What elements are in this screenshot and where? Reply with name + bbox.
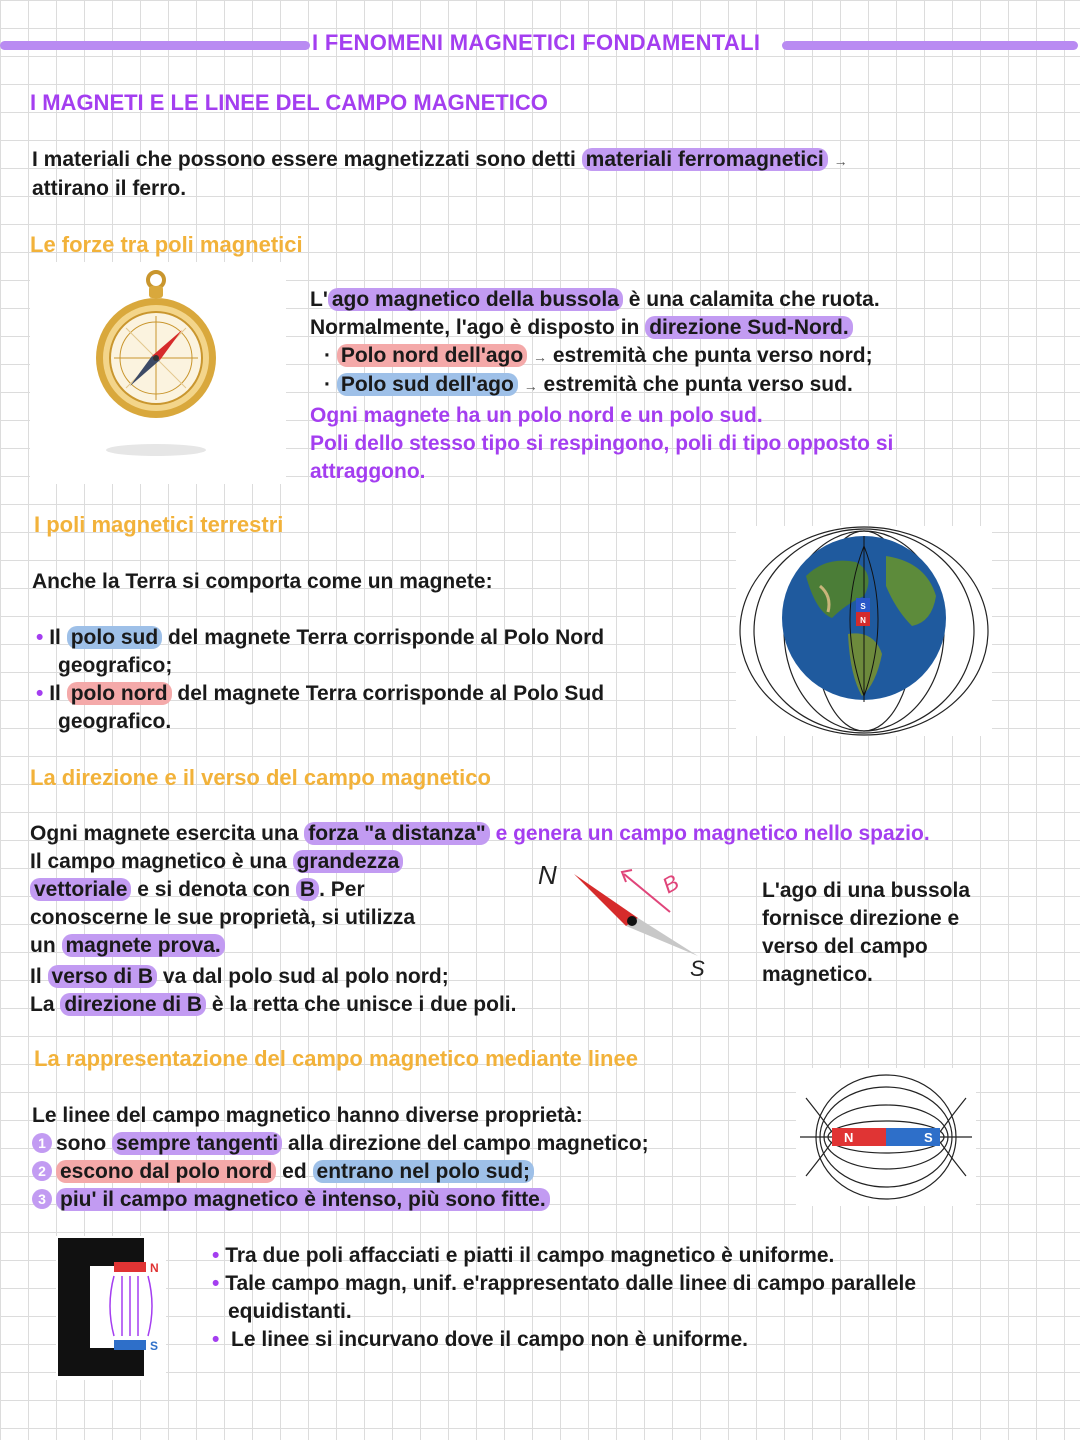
vector-b-label: B [658,869,684,899]
earth-image [736,526,992,736]
title-decoration-left [0,41,310,50]
section-heading-magneti: I MAGNETI E LE LINEE DEL CAMPO MAGNETICO [30,90,548,115]
terra-bullet-2: • Il polo nord del magnete Terra corrisponde al Polo Sud [36,682,605,705]
intro-paragraph [32,146,1032,203]
compass-image [30,262,286,484]
subheading-terra: I poli magnetici terrestri [34,512,284,537]
highlight-escono-nord: escono dal polo nord [56,1160,276,1183]
intro-text-b: attirano il ferro. [32,177,187,200]
highlight-magnete-prova: magnete prova. [62,934,225,957]
compass-bullet-sud: · Polo sud dell'ago → estremità che punta verso sud. [324,373,853,396]
terra-intro: Anche la Terra si comporta come un magnete: [32,570,493,593]
highlight-tangenti: sempre tangenti [112,1132,282,1155]
needle-s-label: S [690,956,705,981]
highlight-b: B [296,878,319,901]
subheading-direzione: La direzione e il verso del campo magnetico [30,765,491,790]
highlight-grandezza: grandezza [293,850,404,873]
highlight-sud-nord: direzione Sud-Nord. [645,316,853,339]
subheading-linee: La rappresentazione del campo magnetico mediante linee [34,1046,638,1071]
intro-text-a: I materiali che possono essere magnetizzati sono detti [32,148,582,171]
terra-bullet-1: • Il polo sud del magnete Terra corrisponde al Polo Nord [36,626,605,649]
horseshoe-s-label: S [150,1339,159,1353]
highlight-piu-fitte: piu' il campo magnetico è intenso, più sono fitte. [56,1188,550,1211]
earth-icon [736,526,992,736]
title-decoration-right [782,41,1078,50]
earth-magnet-n: N [860,616,866,625]
compass-needle-icon [530,852,730,982]
linee-intro: Le linee del campo magnetico hanno diverse proprietà: [32,1104,583,1127]
highlight-ago-magnetico: ago magnetico della bussola [328,288,623,311]
horseshoe-magnet-image [56,1236,166,1380]
uniforme-bullet-2: • Tale campo magn, unif. e'rappresentato dalle linee di campo parallele [212,1272,917,1295]
bar-magnet-field-icon [796,1068,976,1206]
needle-diagram [530,852,730,982]
title-bar [0,30,1080,60]
terra-bullet-2-cont: geografico. [58,710,172,733]
arrow-icon: → [833,153,848,169]
terra-bullet-1-cont: geografico; [58,654,173,677]
linee-item-2: 2 escono dal polo nord ed entrano nel polo sud; [32,1158,772,1186]
horseshoe-n-label: N [150,1261,159,1275]
earth-magnet-s: S [860,602,866,611]
uniforme-bullet-3: • Le linee si incurvano dove il campo non è uniforme. [212,1328,748,1351]
compass-line-1: L' ago magnetico della bussola è una calamita che ruota. [310,288,880,311]
poles-statement: Ogni magnete ha un polo nord e un polo sud. [310,404,763,427]
highlight-verso-b: verso di B [48,965,158,988]
compass-text [310,286,1030,486]
compass-line-2: Normalmente, l'ago è disposto in direzione Sud-Nord. [310,314,1030,342]
needle-n-label: N [538,860,557,890]
bar-s-label: S [924,1130,933,1145]
subheading-forze: Le forze tra poli magnetici [30,232,303,257]
horseshoe-magnet-icon [56,1236,166,1380]
uniforme-bullet-1: • Tra due poli affacciati e piatti il campo magnetico è uniforme. [212,1244,835,1267]
bussola-note: L'ago di una bussola fornisce direzione e verso del campo magnetico. [762,879,971,986]
linee-list [32,1102,772,1214]
highlight-entrano-sud: entrano nel polo sud; [313,1160,535,1183]
highlight-polo-nord: polo nord [67,682,172,705]
page-title: I FENOMENI MAGNETICI FONDAMENTALI [312,30,761,55]
highlight-polo-sud: polo sud [67,626,163,649]
uniforme-bullet-2-cont: equidistanti. [228,1300,352,1323]
direzione-paragraph: Il campo magnetico è una grandezza vettoriale e si denota con B . Per conoscerne le sue proprietà, si utilizza un magnete prova. Il verso di B va dal polo sud al polo nord; La direzione di B è la retta che unisce i due poli. [30,850,517,1016]
highlight-polo-nord-ago: Polo nord dell'ago [337,344,527,367]
compass-icon [30,262,286,484]
highlight-direzione-b: direzione di B [60,993,206,1016]
poles-rule: Poli dello stesso tipo si respingono, poli di tipo opposto si attraggono. [310,432,894,483]
compass-bullet-nord: · Polo nord dell'ago → estremità che punta verso nord; [324,344,873,367]
terra-bullets [36,624,716,736]
uniforme-list [212,1242,1062,1354]
highlight-forza-distanza: forza "a distanza" [304,822,489,845]
direzione-line-1: Ogni magnete esercita una forza "a distanza" e genera un campo magnetico nello spazio. [30,822,930,845]
highlight-ferromagnetici: materiali ferromagnetici [582,148,828,171]
bar-magnet-image [796,1068,976,1206]
bar-n-label: N [844,1130,854,1145]
linee-item-3: 3 piu' il campo magnetico è intenso, più sono fitte. [32,1186,772,1214]
highlight-vettoriale: vettoriale [30,878,131,901]
linee-item-1: 1 sono sempre tangenti alla direzione del campo magnetico; [32,1130,772,1158]
highlight-polo-sud-ago: Polo sud dell'ago [337,373,518,396]
